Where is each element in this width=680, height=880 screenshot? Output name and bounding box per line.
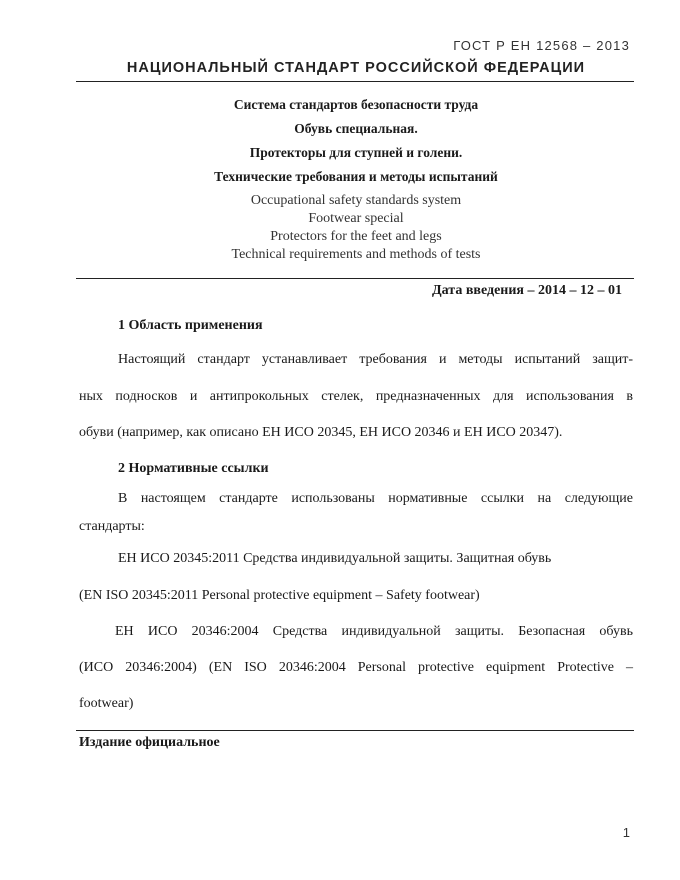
top-divider bbox=[76, 81, 634, 82]
title-ru-line-2: Обувь специальная. bbox=[294, 121, 418, 136]
bottom-divider bbox=[76, 730, 634, 731]
section-1-line-1: Настоящий стандарт устанавливает требования и методы испытаний защит- bbox=[118, 352, 633, 367]
section-1-heading: 1 Область применения bbox=[118, 318, 263, 333]
official-edition-label: Издание официальное bbox=[79, 735, 220, 750]
page-number: 1 bbox=[622, 825, 630, 840]
reference-2-line-3: footwear) bbox=[79, 696, 134, 711]
section-2-heading: 2 Нормативные ссылки bbox=[118, 461, 269, 476]
reference-2-line-2: (ИСО 20346:2004) (EN ISO 20346:2004 Personal protective equipment Protective – bbox=[79, 660, 633, 675]
title-ru-line-1: Система стандартов безопасности труда bbox=[233, 97, 479, 112]
reference-1-line-1: ЕН ИСО 20345:2011 Средства индивидуальной защиты. Защитная обувь bbox=[118, 551, 552, 566]
reference-2-line-1: ЕН ИСО 20346:2004 Средства индивидуальной защиты. Безопасная обувь bbox=[115, 624, 633, 639]
middle-divider bbox=[76, 278, 634, 279]
title-ru-line-3: Протекторы для ступней и голени. bbox=[249, 145, 463, 160]
section-2-intro-line-1: В настоящем стандарте использованы нормативные ссылки на следующие bbox=[118, 491, 633, 506]
section-2-intro-line-2: стандарты: bbox=[79, 519, 145, 534]
section-1-line-3: обуви (например, как описано ЕН ИСО 20345, ЕН ИСО 20346 и ЕН ИСО 20347). bbox=[79, 425, 563, 440]
reference-1-line-2: (EN ISO 20345:2011 Personal protective equipment – Safety footwear) bbox=[79, 588, 480, 603]
document-code: ГОСТ Р ЕН 12568 – 2013 bbox=[453, 38, 630, 53]
national-standard-title: НАЦИОНАЛЬНЫЙ СТАНДАРТ РОССИЙСКОЙ ФЕДЕРАЦИИ bbox=[126, 60, 586, 76]
title-en-line-4: Technical requirements and methods of tests bbox=[231, 247, 481, 262]
title-ru-line-4: Технические требования и методы испытаний bbox=[214, 169, 498, 184]
introduction-date: Дата введения – 2014 – 12 – 01 bbox=[432, 283, 622, 298]
title-en-line-3: Protectors for the feet and legs bbox=[270, 229, 442, 244]
title-en-line-2: Footwear special bbox=[308, 211, 404, 226]
section-1-line-2: ных подносков и антипрокольных стелек, предназначенных для использования в bbox=[79, 389, 633, 404]
title-en-line-1: Occupational safety standards system bbox=[250, 193, 462, 208]
